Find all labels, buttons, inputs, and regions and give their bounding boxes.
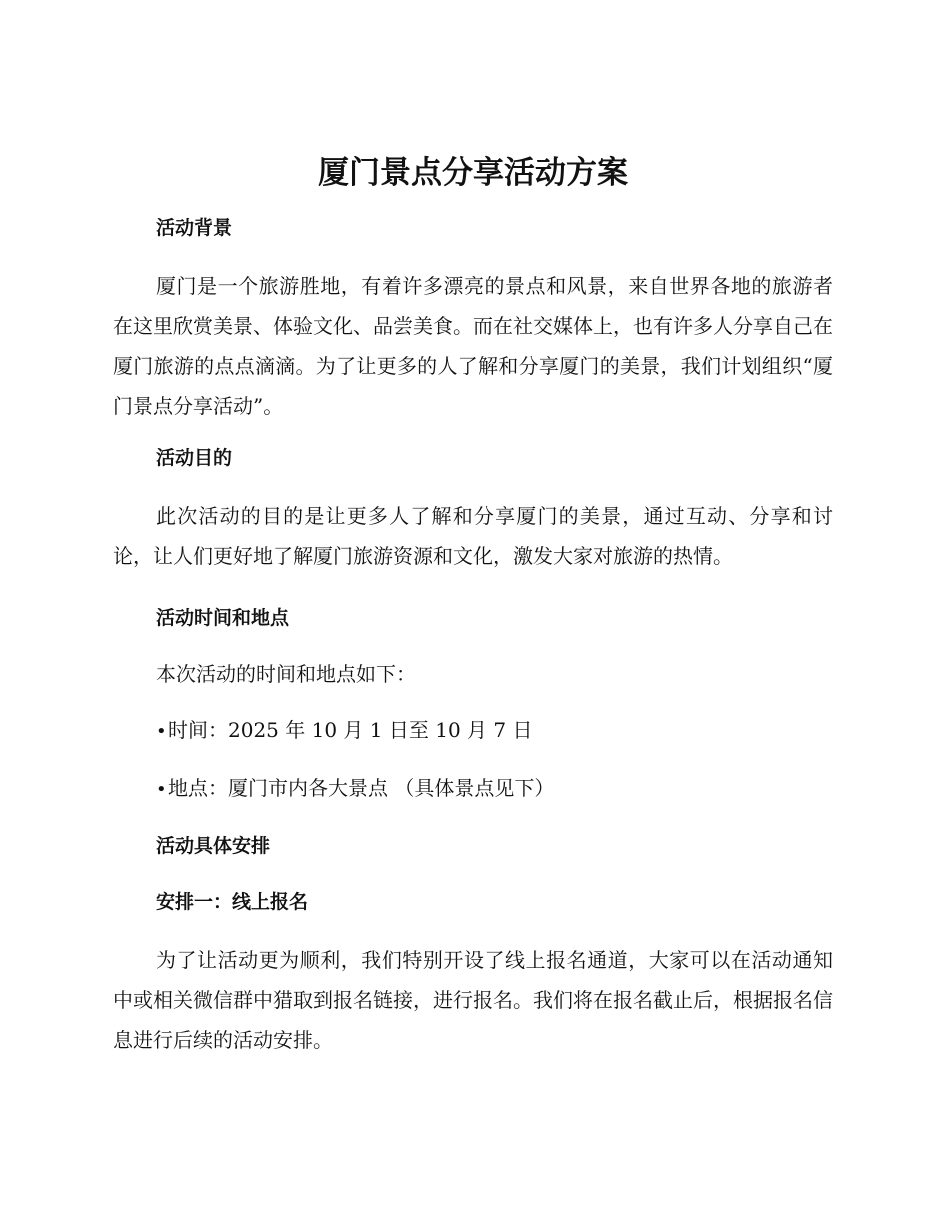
paragraph-time-place-intro: 本次活动的时间和地点如下： <box>156 662 416 686</box>
document-body <box>113 150 833 1060</box>
list-item-time-text: 时间：2025 年 10 月 1 日至 10 月 7 日 <box>168 718 533 742</box>
section-heading-arrangement: 活动具体安排 <box>156 835 271 857</box>
section-heading-time-place: 活动时间和地点 <box>156 607 290 629</box>
page-title: 厦门景点分享活动方案 <box>318 155 628 191</box>
paragraph-arrangement: 为了让活动更为顺利，我们特别开设了线上报名通道，大家可以在活动通知中或相关微信群中猎取到报名链接，进行报名。我们将在报名截止后，根据报名信息进行后续的活动安排。 <box>113 948 833 1052</box>
section-heading-background: 活动背景 <box>156 217 233 239</box>
paragraph-background: 厦门是一个旅游胜地，有着许多漂亮的景点和风景，来自世界各地的旅游者在这里欣赏美景、体验文化、品尝美食。而在社交媒体上，也有许多人分享自己在厦门旅游的点点滴滴。为了让更多的人了解和分享厦门的美景，我们计划组织“厦门景点分享活动”。 <box>113 274 833 418</box>
paragraph-purpose: 此次活动的目的是让更多人了解和分享厦门的美景，通过互动、分享和讨论，让人们更好地了解厦门旅游资源和文化，激发大家对旅游的热情。 <box>113 504 833 568</box>
sub-heading-online-registration: 安排一：线上报名 <box>156 891 309 913</box>
bullet-icon: • <box>156 721 167 742</box>
list-item-time <box>113 716 833 746</box>
section-heading-purpose: 活动目的 <box>156 447 233 469</box>
bullet-icon: • <box>156 779 167 800</box>
list-item-place <box>113 774 833 804</box>
list-item-place-text: 地点：厦门市内各大景点 （具体景点见下） <box>168 776 555 800</box>
